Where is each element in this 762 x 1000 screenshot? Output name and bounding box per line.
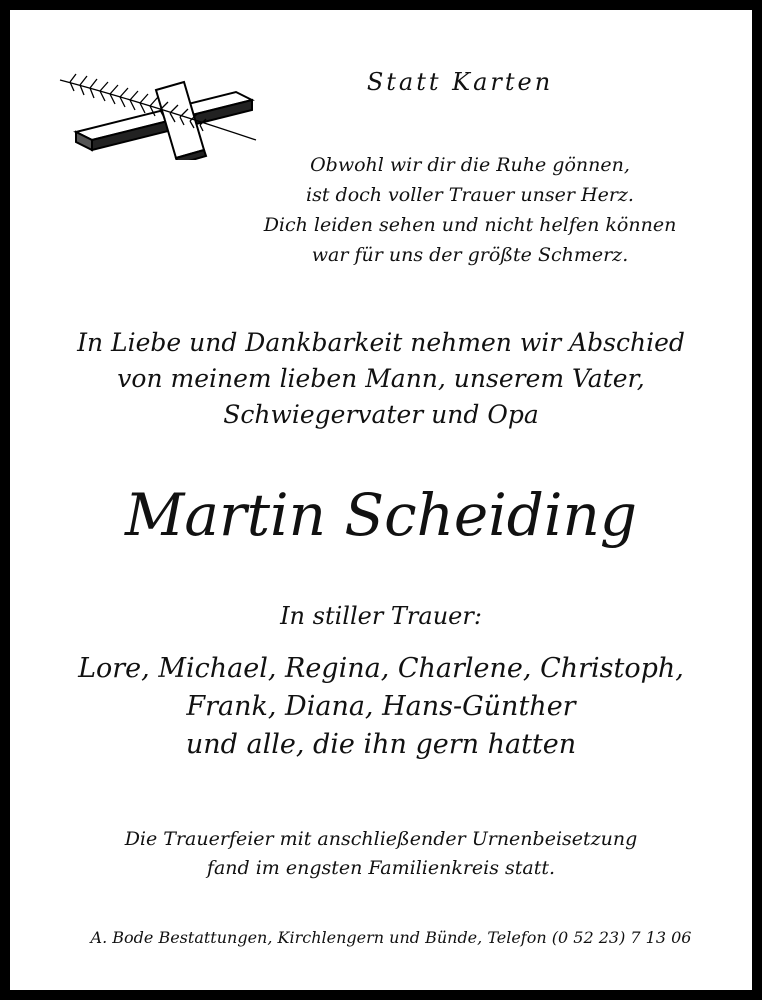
farewell-intro	[10, 325, 752, 433]
ceremony-notice	[10, 825, 752, 883]
family-line: Lore, Michael, Regina, Charlene, Christoph,	[78, 653, 684, 684]
notice-line: fand im engsten Familienkreis statt.	[206, 857, 556, 879]
poem-line: Dich leiden sehen und nicht helfen können	[263, 214, 677, 236]
mourning-label: In stiller Trauer:	[280, 602, 482, 630]
poem-line: ist doch voller Trauer unser Herz.	[306, 184, 634, 206]
poem-line: Obwohl wir dir die Ruhe gönnen,	[310, 154, 630, 176]
header-title: Statt Karten	[366, 68, 554, 96]
notice-line: Die Trauerfeier mit anschließender Urnenbeisetzung	[124, 828, 638, 850]
family-names	[10, 650, 752, 764]
intro-line: Schwiegervater und Opa	[223, 400, 539, 429]
poem	[200, 150, 740, 270]
poem-line: war für uns der größte Schmerz.	[311, 244, 629, 266]
intro-line: von meinem lieben Mann, unserem Vater,	[117, 364, 645, 393]
family-line: und alle, die ihn gern hatten	[185, 729, 577, 760]
funeral-home-footer: A. Bode Bestattungen, Kirchlengern und Bünde, Telefon (0 52 23) 7 13 06	[90, 928, 692, 947]
family-line: Frank, Diana, Hans-Günther	[186, 691, 576, 722]
deceased-name: Martin Scheiding	[125, 481, 637, 549]
intro-line: In Liebe und Dankbarkeit nehmen wir Abschied	[77, 328, 685, 357]
